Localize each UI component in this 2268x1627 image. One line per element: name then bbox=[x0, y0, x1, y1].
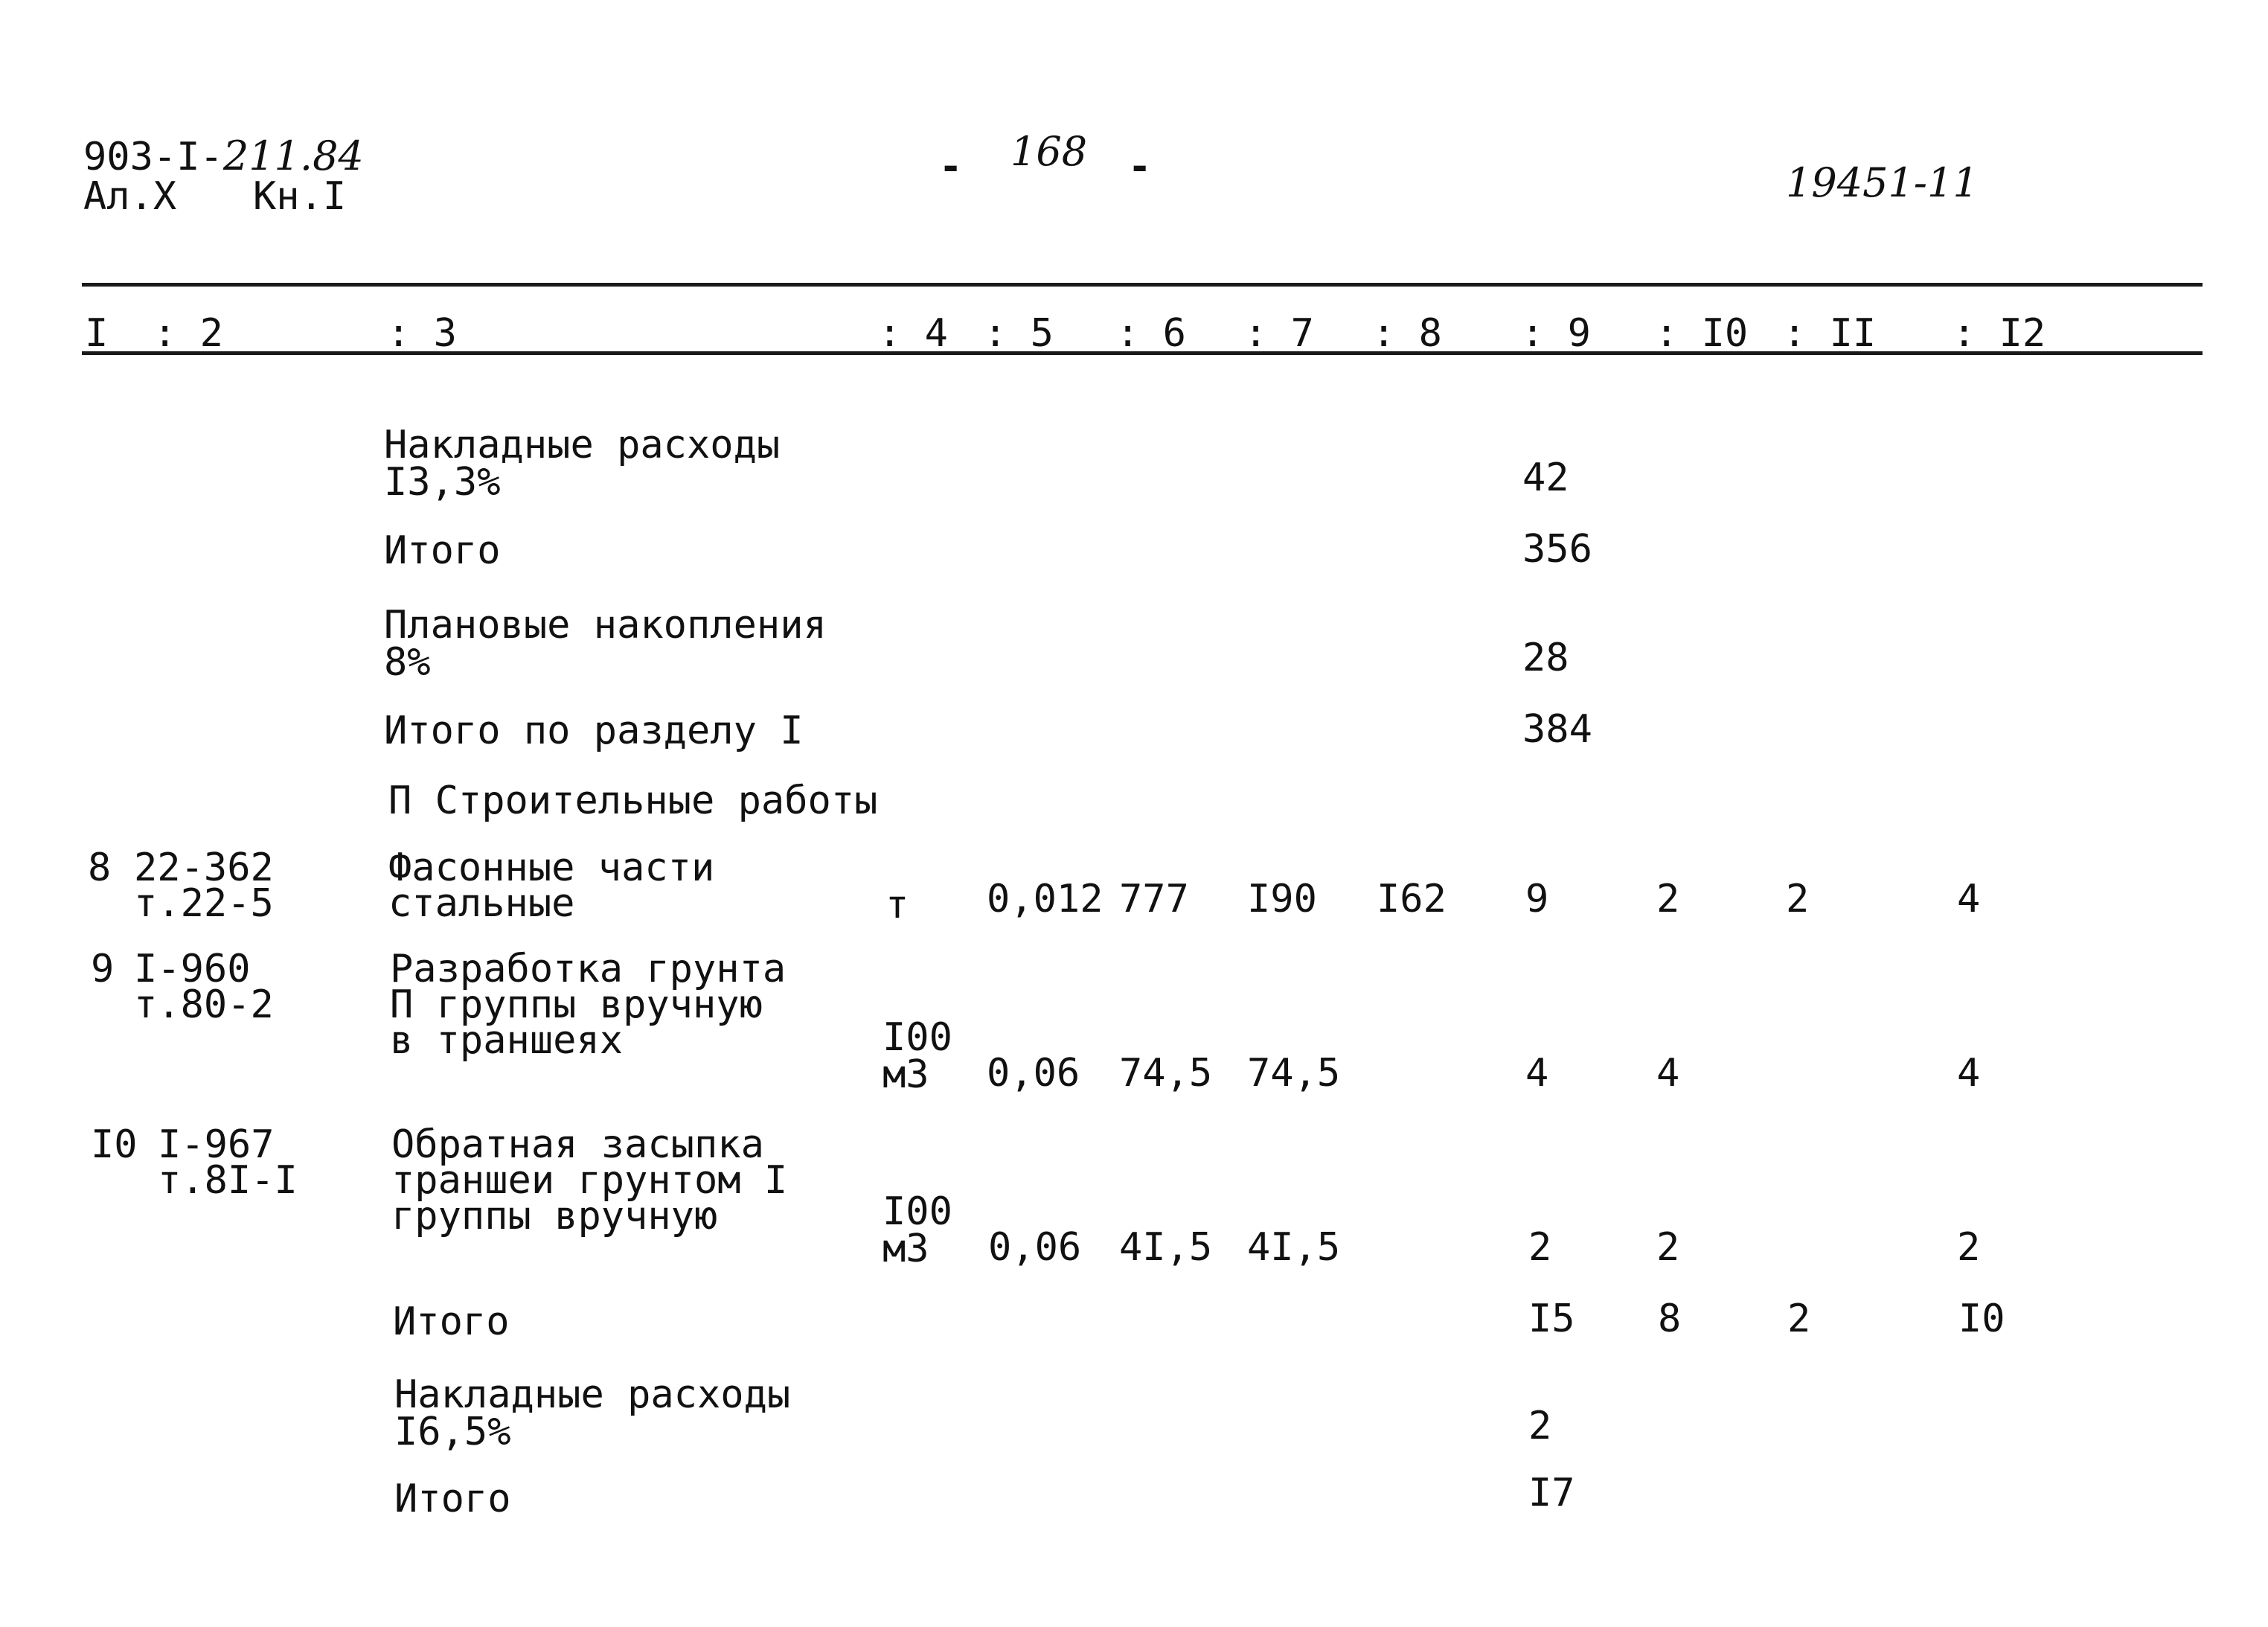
item10-desc1: Обратная засыпка bbox=[391, 1122, 764, 1167]
item8-qty: 0,012 bbox=[987, 877, 1103, 921]
item10-num: I0 bbox=[91, 1122, 138, 1167]
section-total-c9: 384 bbox=[1522, 707, 1592, 752]
item8-desc2: стальные bbox=[388, 881, 575, 926]
item8-code1: 22-362 bbox=[134, 846, 274, 890]
col-7-label: : 7 bbox=[1244, 311, 1314, 356]
item9-c6: 74,5 bbox=[1119, 1051, 1213, 1096]
col-4-label: : 4 bbox=[878, 311, 948, 356]
item10-c12: 2 bbox=[1957, 1225, 1981, 1270]
item10-c7: 4I,5 bbox=[1247, 1225, 1341, 1270]
total2-c12: I0 bbox=[1958, 1297, 2005, 1341]
item9-unit1: I00 bbox=[882, 1015, 952, 1060]
page-dash-left: - bbox=[939, 144, 963, 189]
item9-c12: 4 bbox=[1957, 1051, 1981, 1096]
item9-c7: 74,5 bbox=[1247, 1051, 1341, 1096]
total2-c11: 2 bbox=[1787, 1297, 1811, 1341]
item10-unit1: I00 bbox=[882, 1189, 952, 1234]
item9-c9: 4 bbox=[1525, 1051, 1549, 1096]
overhead1-rate: I3,3% bbox=[384, 460, 501, 505]
total3-c9: I7 bbox=[1528, 1471, 1575, 1515]
item9-code1: I-960 bbox=[134, 947, 251, 991]
col-2-label: : 2 bbox=[153, 311, 223, 356]
item8-code2: т.22-5 bbox=[134, 881, 274, 926]
item10-desc3: группы вручную bbox=[391, 1194, 718, 1238]
item9-unit2: м3 bbox=[882, 1052, 929, 1097]
item8-c10: 2 bbox=[1656, 877, 1680, 921]
col-8-label: : 8 bbox=[1372, 311, 1442, 356]
col-11-label: : II bbox=[1783, 311, 1877, 356]
page-dash-right: - bbox=[1128, 144, 1152, 189]
item8-c6: 777 bbox=[1119, 877, 1189, 921]
item9-qty: 0,06 bbox=[987, 1051, 1080, 1096]
top-rule bbox=[82, 283, 2203, 287]
col-9-label: : 9 bbox=[1521, 311, 1591, 356]
col-10-label: : I0 bbox=[1655, 311, 1749, 356]
item10-c10: 2 bbox=[1656, 1225, 1680, 1270]
total2-c10: 8 bbox=[1658, 1297, 1682, 1341]
overhead1-c9: 42 bbox=[1522, 456, 1569, 500]
album-label: Ал.X bbox=[83, 174, 177, 219]
page-number: 168 bbox=[1010, 128, 1088, 175]
planned-c9: 28 bbox=[1522, 636, 1569, 680]
item8-num: 8 bbox=[88, 846, 112, 890]
item10-qty: 0,06 bbox=[988, 1225, 1082, 1270]
archive-number: 19451-11 bbox=[1786, 159, 1979, 206]
item10-desc2: траншеи грунтом I bbox=[391, 1158, 788, 1203]
item10-code1: I-967 bbox=[158, 1122, 275, 1167]
col-5-label: : 5 bbox=[984, 311, 1054, 356]
total3-title: Итого bbox=[394, 1477, 511, 1521]
total1-c9: 356 bbox=[1522, 527, 1592, 572]
total2-title: Итого bbox=[393, 1300, 510, 1344]
col-3-label: : 3 bbox=[387, 311, 457, 356]
planned-rate: 8% bbox=[384, 640, 431, 685]
item10-unit2: м3 bbox=[882, 1227, 929, 1271]
overhead2-title: Накладные расходы bbox=[394, 1372, 791, 1417]
doc-code bbox=[83, 132, 364, 179]
item8-c7: I90 bbox=[1247, 877, 1317, 921]
item8-unit: т bbox=[885, 883, 909, 927]
item9-num: 9 bbox=[91, 947, 115, 991]
overhead2-c9: 2 bbox=[1528, 1404, 1552, 1448]
col-6-label: : 6 bbox=[1116, 311, 1186, 356]
item8-c11: 2 bbox=[1786, 877, 1810, 921]
item8-c9: 9 bbox=[1525, 877, 1549, 921]
section2-heading: П Строительные работы bbox=[388, 779, 878, 823]
item9-desc1: Разработка грунта bbox=[390, 947, 787, 991]
item10-c6: 4I,5 bbox=[1119, 1225, 1213, 1270]
section-total-title: Итого по разделу I bbox=[384, 709, 804, 753]
total2-c9: I5 bbox=[1528, 1297, 1575, 1341]
doc-code-handwritten: 211.84 bbox=[222, 132, 364, 179]
total1-title: Итого bbox=[384, 528, 501, 573]
item8-desc1: Фасонные части bbox=[388, 846, 715, 890]
col-1-label: I bbox=[85, 311, 109, 356]
item10-c9: 2 bbox=[1528, 1225, 1552, 1270]
item10-code2: т.8I-I bbox=[158, 1158, 298, 1203]
item9-c10: 4 bbox=[1656, 1051, 1680, 1096]
item8-c12: 4 bbox=[1957, 877, 1981, 921]
item9-code2: т.80-2 bbox=[134, 982, 274, 1027]
overhead2-rate: I6,5% bbox=[394, 1410, 511, 1454]
planned-title: Плановые накопления bbox=[384, 603, 827, 648]
book-label: Кн.I bbox=[253, 174, 347, 219]
overhead1-title: Накладные расходы bbox=[384, 423, 781, 467]
item8-c8: I62 bbox=[1377, 877, 1447, 921]
col-12-label: : I2 bbox=[1953, 311, 2046, 356]
item9-desc2: П группы вручную bbox=[390, 982, 763, 1027]
doc-code-print: 903-I- bbox=[83, 135, 223, 179]
item9-desc3: в траншеях bbox=[390, 1018, 624, 1063]
